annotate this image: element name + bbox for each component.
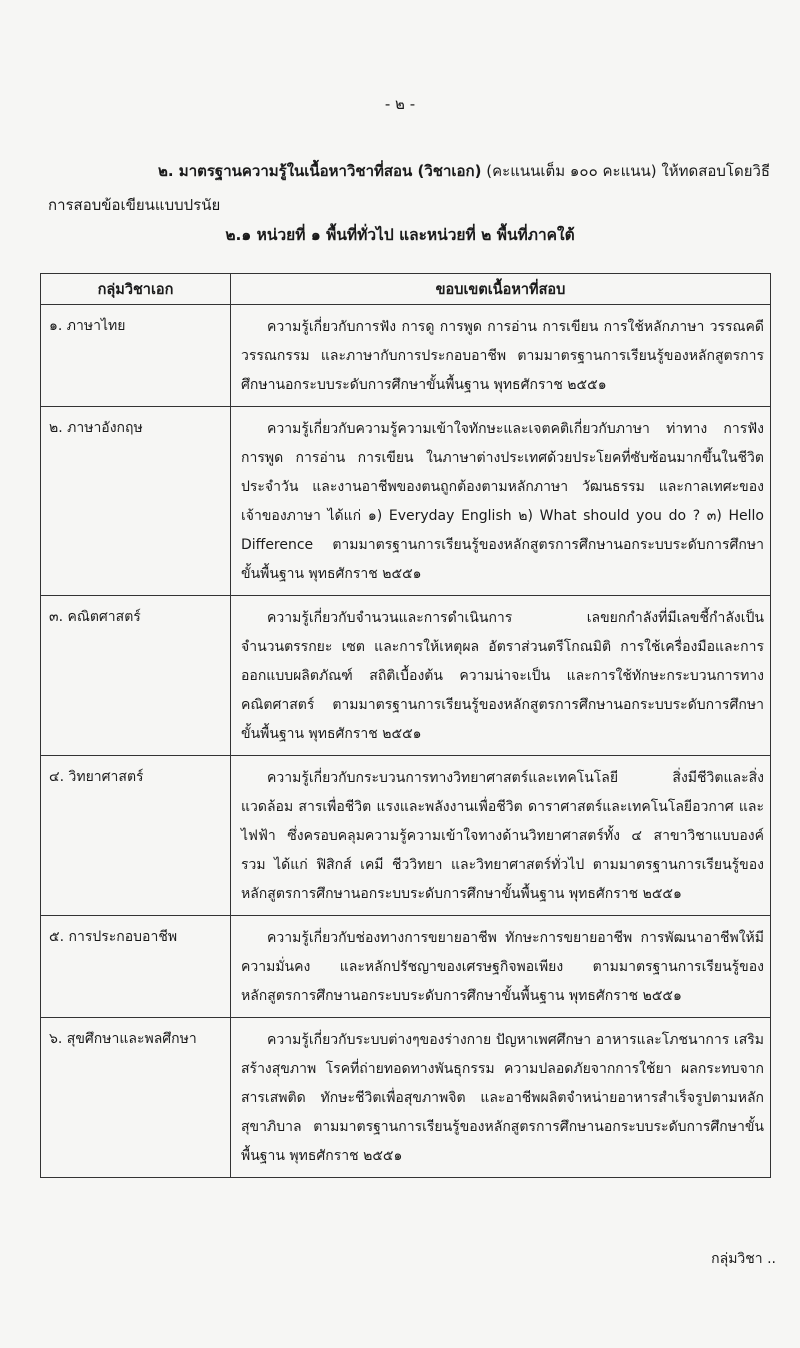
subject-scope-table bbox=[40, 273, 771, 1178]
section-heading bbox=[48, 154, 772, 222]
subject-cell: ๖. สุขศึกษาและพลศึกษา bbox=[41, 1018, 231, 1178]
subject-cell: ๔. วิทยาศาสตร์ bbox=[41, 756, 231, 916]
subject-cell: ๓. คณิตศาสตร์ bbox=[41, 596, 231, 756]
scope-cell: ความรู้เกี่ยวกับจำนวนและการดำเนินการ เลขยกกำลังที่มีเลขชี้กำลังเป็นจำนวนตรรกยะ เซต และการให้เหตุผล อัตราส่วนตรีโกณมิติ การใช้เครื่องมือและการออกแบบผลิตภัณฑ์ สถิติเบื้องต้น ความน่าจะเป็น และการใช้ทักษะกระบวนการทางคณิตศาสตร์ ตามมาตรฐานการเรียนรู้ของหลักสูตรการศึกษานอกระบบระดับการศึกษาขั้นพื้นฐาน พุทธศักราช ๒๕๕๑ bbox=[231, 596, 771, 756]
continuation-note: กลุ่มวิชา .. bbox=[711, 1251, 776, 1267]
table-row bbox=[41, 305, 771, 407]
section-subheading: ๒.๑ หน่วยที่ ๑ พื้นที่ทั่วไป และหน่วยที่ ๒ พื้นที่ภาคใต้ bbox=[225, 226, 575, 244]
header-scope: ขอบเขตเนื้อหาที่สอบ bbox=[231, 274, 771, 305]
header-subject: กลุ่มวิชาเอก bbox=[41, 274, 231, 305]
section-heading-bold: ๒. มาตรฐานความรู้ในเนื้อหาวิชาที่สอน (วิชาเอก) bbox=[158, 162, 482, 180]
scope-cell: ความรู้เกี่ยวกับช่องทางการขยายอาชีพ ทักษะการขยายอาชีพ การพัฒนาอาชีพให้มีความมั่นคง และหลักปรัชญาของเศรษฐกิจพอเพียง ตามมาตรฐานการเรียนรู้ของหลักสูตรการศึกษานอกระบบระดับการศึกษาขั้นพื้นฐาน พุทธศักราช ๒๕๕๑ bbox=[231, 916, 771, 1018]
scope-cell: ความรู้เกี่ยวกับระบบต่างๆของร่างกาย ปัญหาเพศศึกษา อาหารและโภชนาการ เสริมสร้างสุขภาพ โรคที่ถ่ายทอดทางพันธุกรรม ความปลอดภัยจากการใช้ยา ผลกระทบจากสารเสพติด ทักษะชีวิตเพื่อสุขภาพจิต และอาชีพผลิตจำหน่ายอาหารสำเร็จรูปตามหลักสุขาภิบาล ตามมาตรฐานการเรียนรู้ของหลักสูตรการศึกษานอกระบบระดับการศึกษาขั้นพื้นฐาน พุทธศักราช ๒๕๕๑ bbox=[231, 1018, 771, 1178]
table-row bbox=[41, 407, 771, 596]
table-row bbox=[41, 596, 771, 756]
table-header-row bbox=[41, 274, 771, 305]
scope-cell: ความรู้เกี่ยวกับการฟัง การดู การพูด การอ่าน การเขียน การใช้หลักภาษา วรรณคดี วรรณกรรม และภาษากับการประกอบอาชีพ ตามมาตรฐานการเรียนรู้ของหลักสูตรการศึกษานอกระบบระดับการศึกษาขั้นพื้นฐาน พุทธศักราช ๒๕๕๑ bbox=[231, 305, 771, 407]
table-row bbox=[41, 756, 771, 916]
subject-cell: ๒. ภาษาอังกฤษ bbox=[41, 407, 231, 596]
table-row bbox=[41, 1018, 771, 1178]
section-heading-rest: (คะแนนเต็ม ๑๐๐ คะแนน) ให้ทดสอบโดยวิธีการสอบข้อเขียนแบบปรนัย bbox=[48, 162, 771, 214]
subject-cell: ๕. การประกอบอาชีพ bbox=[41, 916, 231, 1018]
subject-cell: ๑. ภาษาไทย bbox=[41, 305, 231, 407]
table-row bbox=[41, 916, 771, 1018]
page-number: - ๒ - bbox=[384, 95, 416, 113]
scope-cell: ความรู้เกี่ยวกับความรู้ความเข้าใจทักษะและเจตคติเกี่ยวกับภาษา ท่าทาง การฟัง การพูด การอ่าน การเขียน ในภาษาต่างประเทศด้วยประโยคที่ซับซ้อนมากขึ้นในชีวิตประจำวัน และงานอาชีพของตนถูกต้องตามหลักภาษา วัฒนธรรม และกาลเทศะของเจ้าของภาษา ได้แก่ ๑) Everyday English ๒) What should you do ? ๓) Hello Difference ตามมาตรฐานการเรียนรู้ของหลักสูตรการศึกษานอกระบบระดับการศึกษาขั้นพื้นฐาน พุทธศักราช ๒๕๕๑ bbox=[231, 407, 771, 596]
scope-cell: ความรู้เกี่ยวกับกระบวนการทางวิทยาศาสตร์และเทคโนโลยี สิ่งมีชีวิตและสิ่งแวดล้อม สารเพื่อชีวิต แรงและพลังงานเพื่อชีวิต ดาราศาสตร์และเทคโนโลยีอวกาศ และไฟฟ้า ซึ่งครอบคลุมความรู้ความเข้าใจทางด้านวิทยาศาสตร์ทั้ง ๔ สาขาวิชาแบบองค์รวม ได้แก่ ฟิสิกส์ เคมี ชีววิทยา และวิทยาศาสตร์ทั่วไป ตามมาตรฐานการเรียนรู้ของหลักสูตรการศึกษานอกระบบระดับการศึกษาขั้นพื้นฐาน พุทธศักราช ๒๕๕๑ bbox=[231, 756, 771, 916]
